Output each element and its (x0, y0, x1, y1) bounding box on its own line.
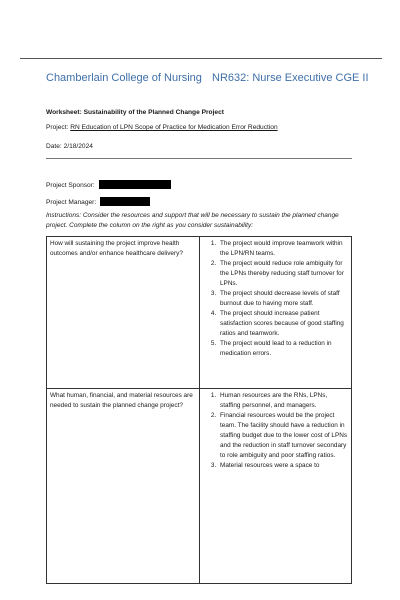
question-text: How will sustaining the project improve health outcomes and/or enhance healthcare delivery? (50, 240, 183, 257)
manager-line (46, 197, 150, 206)
list-item: 2. Financial resources would be the project team. The facility should have a reduction in staffing budget due to the lower cost of LPNs and the reduction in staff turnover secondary to role ambiguity and poor staffing ratios. (218, 411, 348, 461)
college-name: Chamberlain College of Nursing (46, 72, 202, 84)
list-item: 4. The project should increase patient satisfaction scores because of good staffing ratios and teamwork. (218, 309, 348, 339)
table-row (47, 237, 352, 389)
answer-list (203, 239, 348, 359)
manager-label: Project Manager: (46, 199, 97, 206)
list-item: 1. The project would improve teamwork within the LPN/RN teams. (218, 239, 348, 259)
redaction-block (99, 180, 171, 189)
answer-list (203, 391, 348, 471)
list-item: 5. The project would lead to a reduction in medication errors. (218, 339, 348, 359)
question-text: What human, financial, and material resources are needed to sustain the planned change project? (50, 392, 193, 409)
answer-cell (200, 237, 352, 389)
course-name: NR632: Nurse Executive CGE II (212, 72, 369, 84)
project-line (46, 124, 278, 131)
top-rule (20, 58, 382, 59)
project-label: Project: (46, 124, 71, 131)
question-cell (47, 389, 200, 584)
table-row (47, 389, 352, 584)
list-item: 2. The project would reduce role ambiguity for the LPNs thereby reducing staff turnover for LPNs. (218, 259, 348, 289)
worksheet-title: Worksheet: Sustainability of the Planned Change Project (46, 109, 224, 116)
date-line: Date: 2/18/2024 (46, 143, 93, 150)
question-cell (47, 237, 200, 389)
sponsor-line (46, 180, 171, 189)
list-item: 3. Material resources were a space to (218, 461, 348, 471)
instructions-text: Instructions: Consider the resources and support that will be necessary to sustain the planned change project. Complete the column on the right as you consider sustainability: (46, 212, 339, 229)
sustainability-table (46, 236, 352, 584)
section-divider (46, 158, 352, 159)
answer-cell (200, 389, 352, 584)
project-title: RN Education of LPN Scope of Practice for Medication Error Reduction (70, 124, 278, 131)
list-item: 1. Human resources are the RNs, LPNs, staffing personnel, and managers. (218, 391, 348, 411)
redaction-block (100, 197, 150, 206)
sponsor-label: Project Sponsor: (46, 182, 95, 189)
list-item: 3. The project should decrease levels of staff burnout due to having more staff. (218, 289, 348, 309)
